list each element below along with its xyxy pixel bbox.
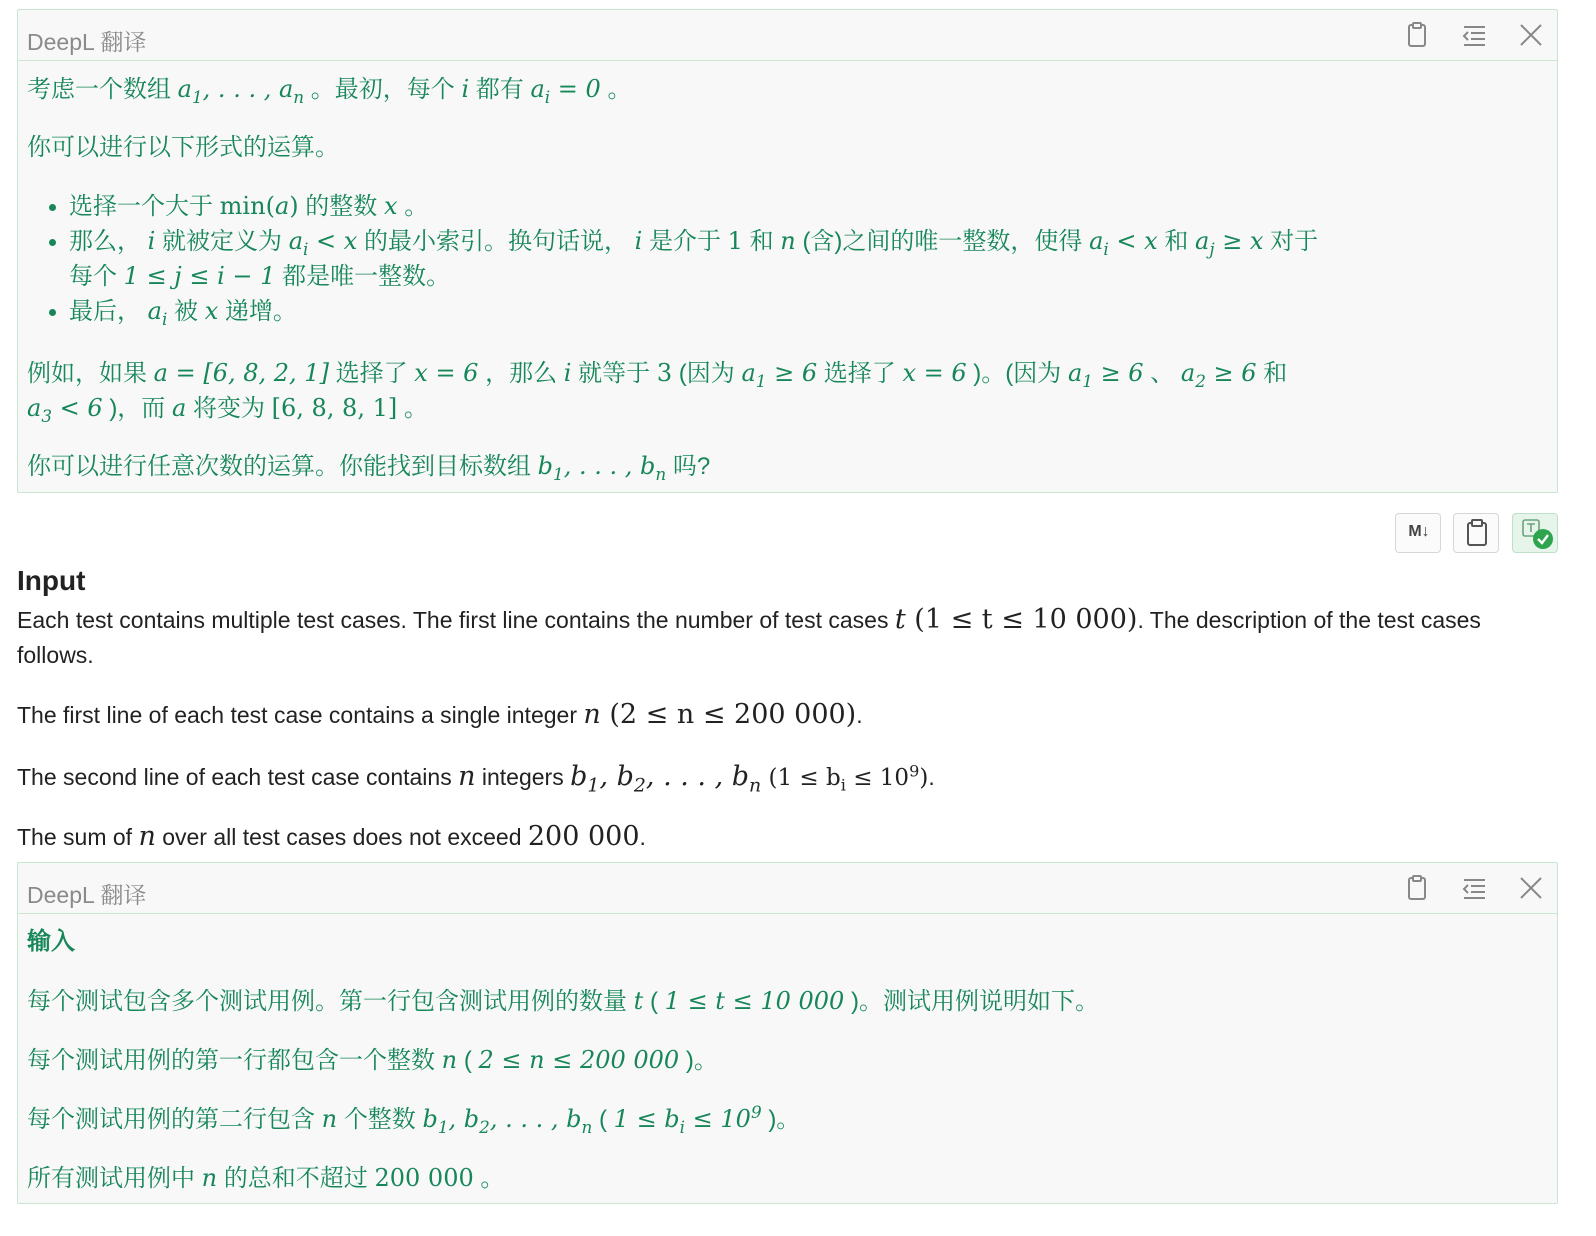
- copy-button[interactable]: [1453, 513, 1499, 553]
- close-icon[interactable]: [1516, 873, 1546, 903]
- translated-paragraph: [27, 72, 631, 107]
- translated-paragraph: 每个测试用例的第二行包含 n 个整数 $b_1$, $b_2$, . . . , $b_n$ ( $1 \le b_i \le 10^9$ )。: [27, 1102, 801, 1137]
- translated-paragraph: 所有测试用例中 n 的总和不超过 200 000 。: [27, 1164, 505, 1192]
- list-item: 选择一个大于 min(a) 的整数 x 。: [27, 189, 1547, 224]
- input-paragraph: The second line of each test case contains n integers $b_1$, $b_2$, . . . , $b_n$ $(1 \le b_i \le 10^9)$.: [17, 761, 935, 797]
- translated-paragraph: 你可以进行任意次数的运算。你能找到目标数组 $b_1$, . . . , $b_n$ 吗?: [27, 452, 711, 484]
- deepl-translation-panel-1: [17, 9, 1558, 493]
- markdown-button[interactable]: [1395, 513, 1441, 553]
- math: $a_1$, . . . , $a_n$: [177, 75, 305, 107]
- markdown-label: M↓: [1408, 523, 1430, 540]
- list-item: 最后， $a_i$ 被 x 递增。: [27, 294, 1547, 329]
- translate-button[interactable]: [1512, 513, 1558, 553]
- math: $a_i = 0$: [530, 75, 601, 107]
- text: 考虑一个数组: [27, 76, 171, 103]
- input-heading: Input: [17, 565, 86, 596]
- clipboard-icon[interactable]: [1402, 20, 1432, 50]
- outdent-menu-icon[interactable]: [1459, 873, 1489, 903]
- close-icon[interactable]: [1516, 20, 1546, 50]
- clipboard-icon: [1454, 514, 1500, 554]
- translated-paragraph: 你可以进行以下形式的运算。: [27, 134, 339, 161]
- translated-paragraph: 例如，如果 a = [6, 8, 2, 1] 选择了 x = 6 ，那么 i 就等于 3 (因为 $a_1 \ge 6$ 选择了 x = 6 )。(因为 $a_1 \ge 6$ 、 $a_2 \ge 6$ 和 $a_3 < 6$ )，而 a 将变为 [6, 8, 8, 1] 。: [27, 359, 1288, 426]
- input-paragraph: The first line of each test case contains a single integer n (2 ≤ n ≤ 200 000).: [17, 699, 863, 730]
- text: 。最初，每个: [310, 76, 455, 103]
- translated-paragraph: 每个测试用例的第一行都包含一个整数 n ( 2 ≤ n ≤ 200 000 )。: [27, 1046, 718, 1074]
- text: 都有: [475, 76, 524, 103]
- input-paragraph: Each test contains multiple test cases. The first line contains the number of test cases t (1 ≤ t ≤ 10 000). The description of the test cases follows.: [17, 604, 1481, 668]
- math: i: [461, 75, 470, 103]
- translated-heading: 输入: [27, 928, 75, 955]
- panel-title: DeepL 翻译: [27, 29, 147, 55]
- operation-list: [27, 189, 1547, 329]
- panel-header: [18, 863, 1557, 914]
- list-item: 那么， i 就被定义为 $a_i < x$ 的最小索引。换句话说， i 是介于 1 和 n (含)之间的唯一整数，使得 $a_i < x$ 和 $a_j \ge x$ 对于 每个 1 ≤ j ≤ i − 1 都是唯一整数。: [27, 224, 1547, 294]
- translate-check-icon: [1513, 514, 1559, 554]
- outdent-menu-icon[interactable]: [1459, 20, 1489, 50]
- text: 。: [607, 76, 632, 103]
- input-paragraph: The sum of n over all test cases does not exceed 200 000.: [17, 821, 646, 852]
- panel-header: [18, 10, 1557, 61]
- clipboard-icon[interactable]: [1402, 873, 1432, 903]
- panel-title: DeepL 翻译: [27, 882, 147, 908]
- translated-paragraph: 每个测试包含多个测试用例。第一行包含测试用例的数量 t ( 1 ≤ t ≤ 10 000 )。测试用例说明如下。: [27, 987, 1099, 1015]
- deepl-translation-panel-2: [17, 862, 1558, 1204]
